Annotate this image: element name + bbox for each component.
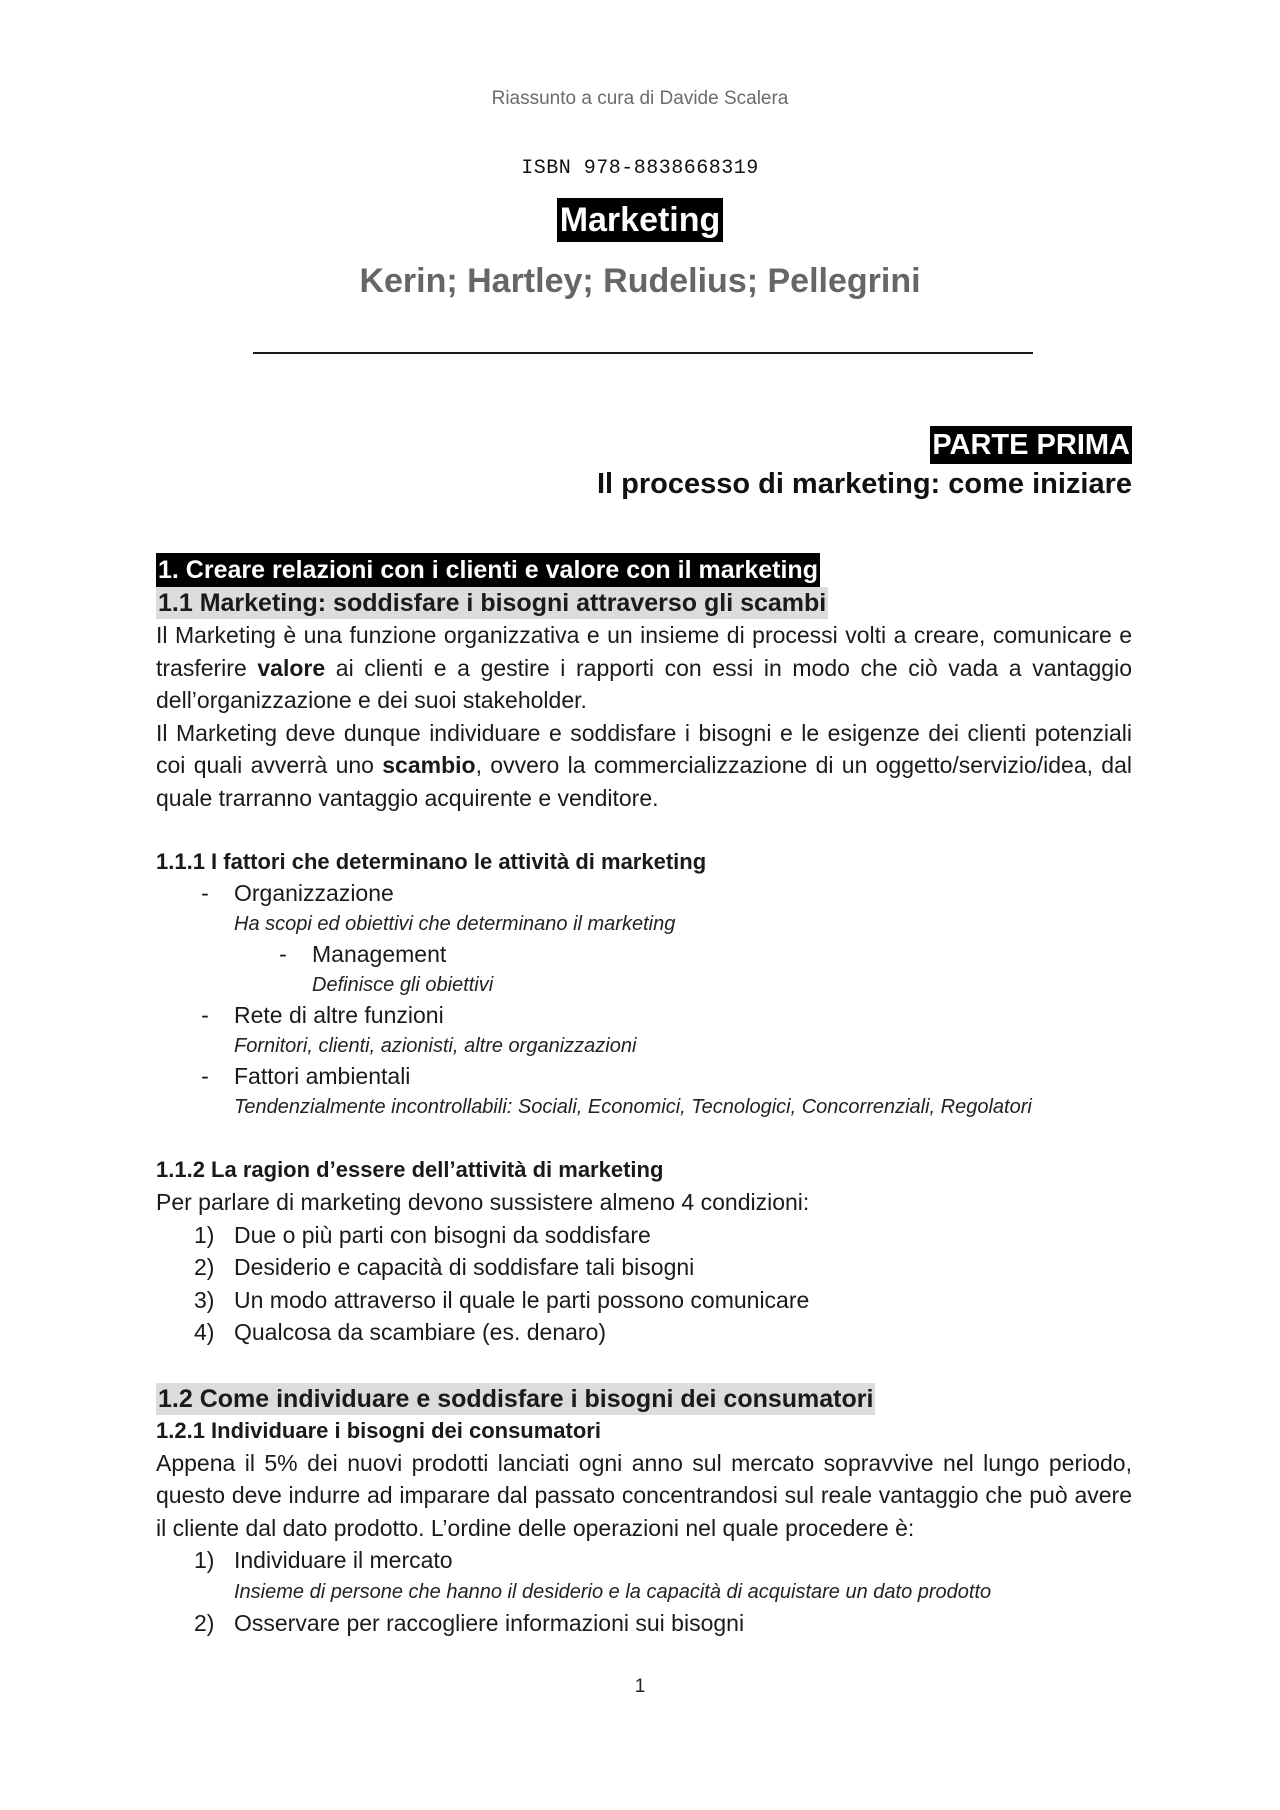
bold-term-scambio: scambio: [382, 752, 476, 778]
list-item-note: Ha scopi ed obiettivi che determinano il marketing: [234, 913, 676, 935]
numbered-item: 1) Individuare il mercato: [194, 1547, 453, 1573]
section-1-2-1-title: 1.2.1 Individuare i bisogni dei consumatori: [156, 1417, 601, 1443]
numbered-item: 1) Due o più parti con bisogni da soddisfare: [194, 1221, 651, 1248]
list-item: - Organizzazione: [201, 880, 394, 906]
book-authors: Kerin; Hartley; Rudelius; Pellegrini: [359, 262, 921, 300]
list-item: - Fattori ambientali: [201, 1063, 411, 1089]
bold-term-valore: valore: [257, 654, 326, 681]
section-1-1-title: 1.1 Marketing: soddisfare i bisogni attraverso gli scambi: [158, 589, 827, 617]
part-subtitle: Il processo di marketing: come iniziare: [596, 468, 1132, 500]
page-header-credit: Riassunto a cura di Davide Scalera: [491, 88, 789, 109]
list-item-note: Fornitori, clienti, azionisti, altre organizzazioni: [234, 1035, 637, 1057]
numbered-item: 2) Desiderio e capacità di soddisfare tali bisogni: [194, 1254, 695, 1280]
page-number: 1: [634, 1676, 646, 1697]
section-1-1-1-title: 1.1.1 I fattori che determinano le attività di marketing: [156, 849, 707, 874]
divider-line: [253, 352, 1033, 354]
title-wrap: [0, 198, 1280, 242]
book-title: Marketing: [557, 198, 724, 242]
section-1-1-paragraph-1: Il Marketing è una funzione organizzativa e un insieme di processi volti a creare, comunicare e trasferire valore ai clienti e a gestire i rapporti con essi in modo che ciò vada a vantaggio dell’organizzazione e dei suoi stakeholder.: [156, 622, 1132, 713]
part-label: PARTE PRIMA: [930, 426, 1132, 464]
isbn: ISBN 978-8838668319: [521, 157, 759, 180]
main-content: [156, 553, 1132, 1639]
list-item-note: Definisce gli obiettivi: [312, 974, 494, 996]
numbered-item: 2) Osservare per raccogliere informazioni sui bisogni: [194, 1609, 745, 1636]
section-1-1-2-intro: Per parlare di marketing devono sussistere almeno 4 condizioni:: [156, 1189, 810, 1215]
section-1-1-paragraph-2: Il Marketing deve dunque individuare e soddisfare i bisogni e le esigenze dei clienti potenziali coi quali avverrà uno scambio, ovvero la commercializzazione di un oggetto/servizio/idea, dal quale trarranno vantaggio acquirente e venditore.: [156, 719, 1133, 811]
numbered-item: 4) Qualcosa da scambiare (es. denaro): [194, 1319, 607, 1345]
section-1-2-1-paragraph: Appena il 5% dei nuovi prodotti lanciati ogni anno sul mercato sopravvive nel lungo periodo, questo deve indurre ad imparare dal passato concentrandosi sul reale vantaggio che può avere il cliente dal dato prodotto. L’ordine delle operazioni nel quale procedere è:: [156, 1449, 1132, 1541]
chapter-title: 1. Creare relazioni con i clienti e valore con il marketing: [156, 553, 820, 587]
numbered-item-note: Insieme di persone che hanno il desiderio e la capacità di acquistare un dato prodotto: [234, 1580, 992, 1603]
list-item-note: Tendenzialmente incontrollabili: Sociali, Economici, Tecnologici, Concorrenziali, Regolatori: [234, 1096, 1032, 1118]
numbered-item: 3) Un modo attraverso il quale le parti possono comunicare: [194, 1286, 810, 1313]
part-label-wrap: [930, 426, 1132, 464]
list-item: - Rete di altre funzioni: [201, 1002, 444, 1028]
section-1-1-2-title: 1.1.2 La ragion d’essere dell’attività di marketing: [156, 1157, 664, 1182]
list-item: - Management: [279, 941, 447, 967]
section-1-2-title: 1.2 Come individuare e soddisfare i bisogni dei consumatori: [158, 1384, 874, 1413]
